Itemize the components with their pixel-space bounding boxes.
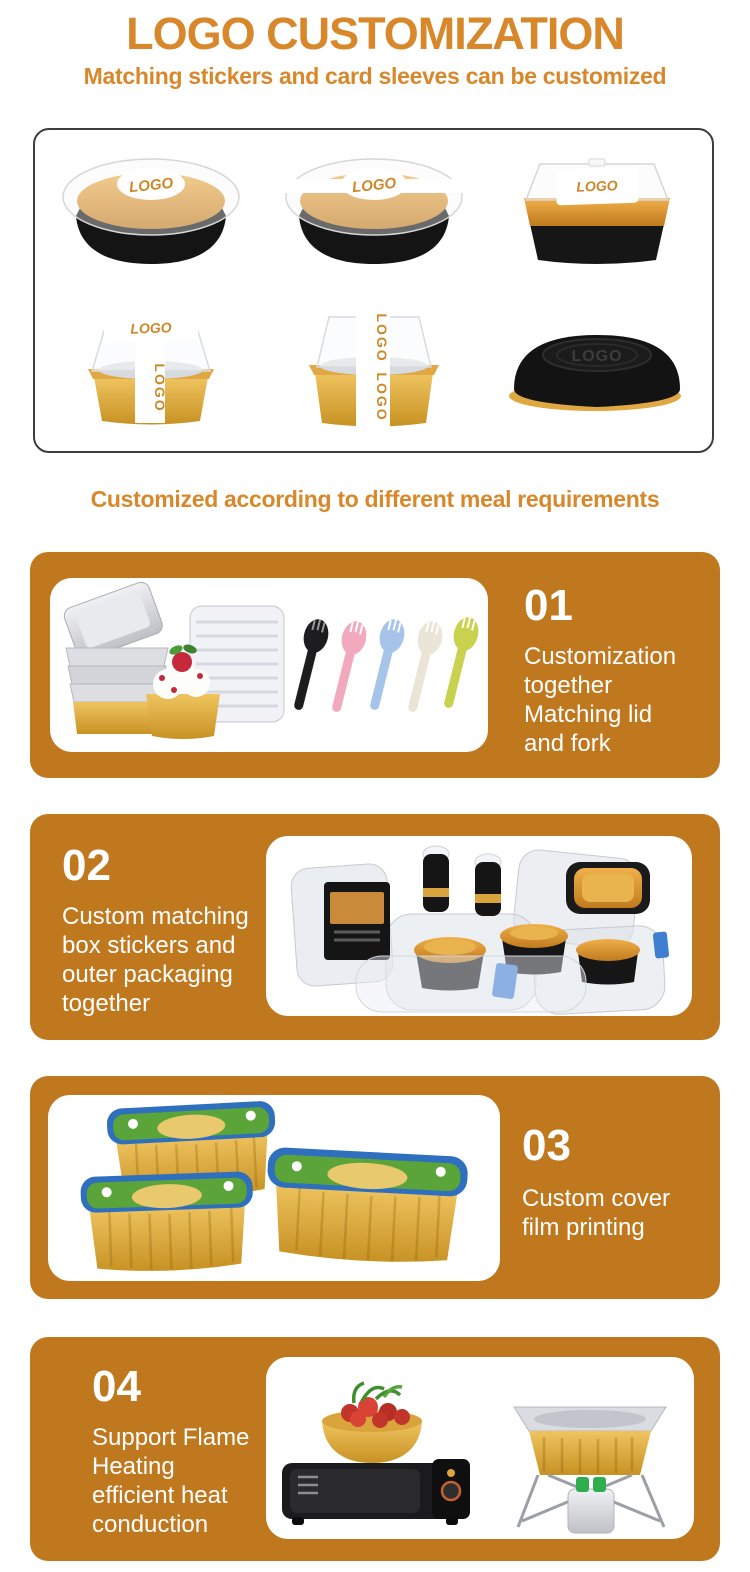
section-03-text: Custom cover film printing xyxy=(522,1185,671,1241)
logo-sleeve-top-text: LOGO xyxy=(129,319,172,337)
spork-black xyxy=(286,617,332,713)
section-01-image-card xyxy=(50,578,488,752)
wrapped-containers-photo xyxy=(266,836,692,1016)
section-02-panel xyxy=(30,814,720,1040)
bottle-left xyxy=(423,846,449,912)
section-01-number: 01 xyxy=(524,581,573,630)
logo-card-text: LOGO xyxy=(575,177,618,195)
section-04-text: Support Flame Heating efficient heat conduction xyxy=(92,1424,250,1538)
product-square-container-card xyxy=(492,138,702,288)
product-gold-cup-vertical-sleeve xyxy=(269,293,479,443)
lids-and-forks-photo xyxy=(50,578,488,752)
product-round-container-band xyxy=(269,138,479,288)
printed-film-boxes-photo xyxy=(48,1095,500,1281)
spork-cream xyxy=(400,619,446,715)
product-gold-cup-t-sleeve xyxy=(46,293,256,443)
logo-embossed-text: LOGO xyxy=(570,347,623,365)
logo-band-lower-text: LOGO xyxy=(373,372,390,422)
embossed-container-figure xyxy=(492,293,702,443)
page-subtitle: Matching stickers and card sleeves can be customized xyxy=(83,63,667,89)
section-04-panel xyxy=(30,1337,720,1561)
product-embossed-black-container xyxy=(492,293,702,443)
gold-tray-top-right xyxy=(566,862,650,914)
round-container-figure xyxy=(46,138,256,288)
product-round-container-sticker xyxy=(46,138,256,288)
spork-blue xyxy=(362,617,408,713)
logo-sticker-text: LOGO xyxy=(127,174,174,197)
section-01-panel xyxy=(30,552,720,778)
section-02-number: 02 xyxy=(62,841,111,890)
section-02-text: Custom matching box stickers and outer packaging together xyxy=(62,903,249,1017)
section-04-number: 04 xyxy=(92,1362,141,1411)
section-03-number: 03 xyxy=(522,1121,571,1170)
gold-cup-vertical-sleeve-figure xyxy=(269,293,479,443)
logo-band-upper-text: LOGO xyxy=(373,313,390,363)
square-container-figure xyxy=(492,138,702,288)
section-01-text: Customization together Matching lid and fork xyxy=(524,643,677,757)
section-02-image-card xyxy=(266,836,692,1016)
page-title: LOGO CUSTOMIZATION xyxy=(126,8,624,59)
bottle-right xyxy=(475,854,501,916)
mid-heading: Customized according to different meal requirements xyxy=(90,486,660,512)
section-04-image-card xyxy=(266,1357,694,1539)
section-03-image-card xyxy=(48,1095,500,1281)
flame-heating-photo xyxy=(266,1357,694,1539)
products-showcase-box xyxy=(33,128,714,453)
logo-sleeve-front-text: LOGO xyxy=(151,363,168,413)
logo-sticker-text: LOGO xyxy=(350,174,397,197)
spork-green xyxy=(436,615,482,711)
gold-cup-t-sleeve-figure xyxy=(46,293,256,443)
round-container-band-figure xyxy=(269,138,479,288)
spork-pink xyxy=(324,619,370,715)
section-03-panel xyxy=(30,1076,720,1299)
